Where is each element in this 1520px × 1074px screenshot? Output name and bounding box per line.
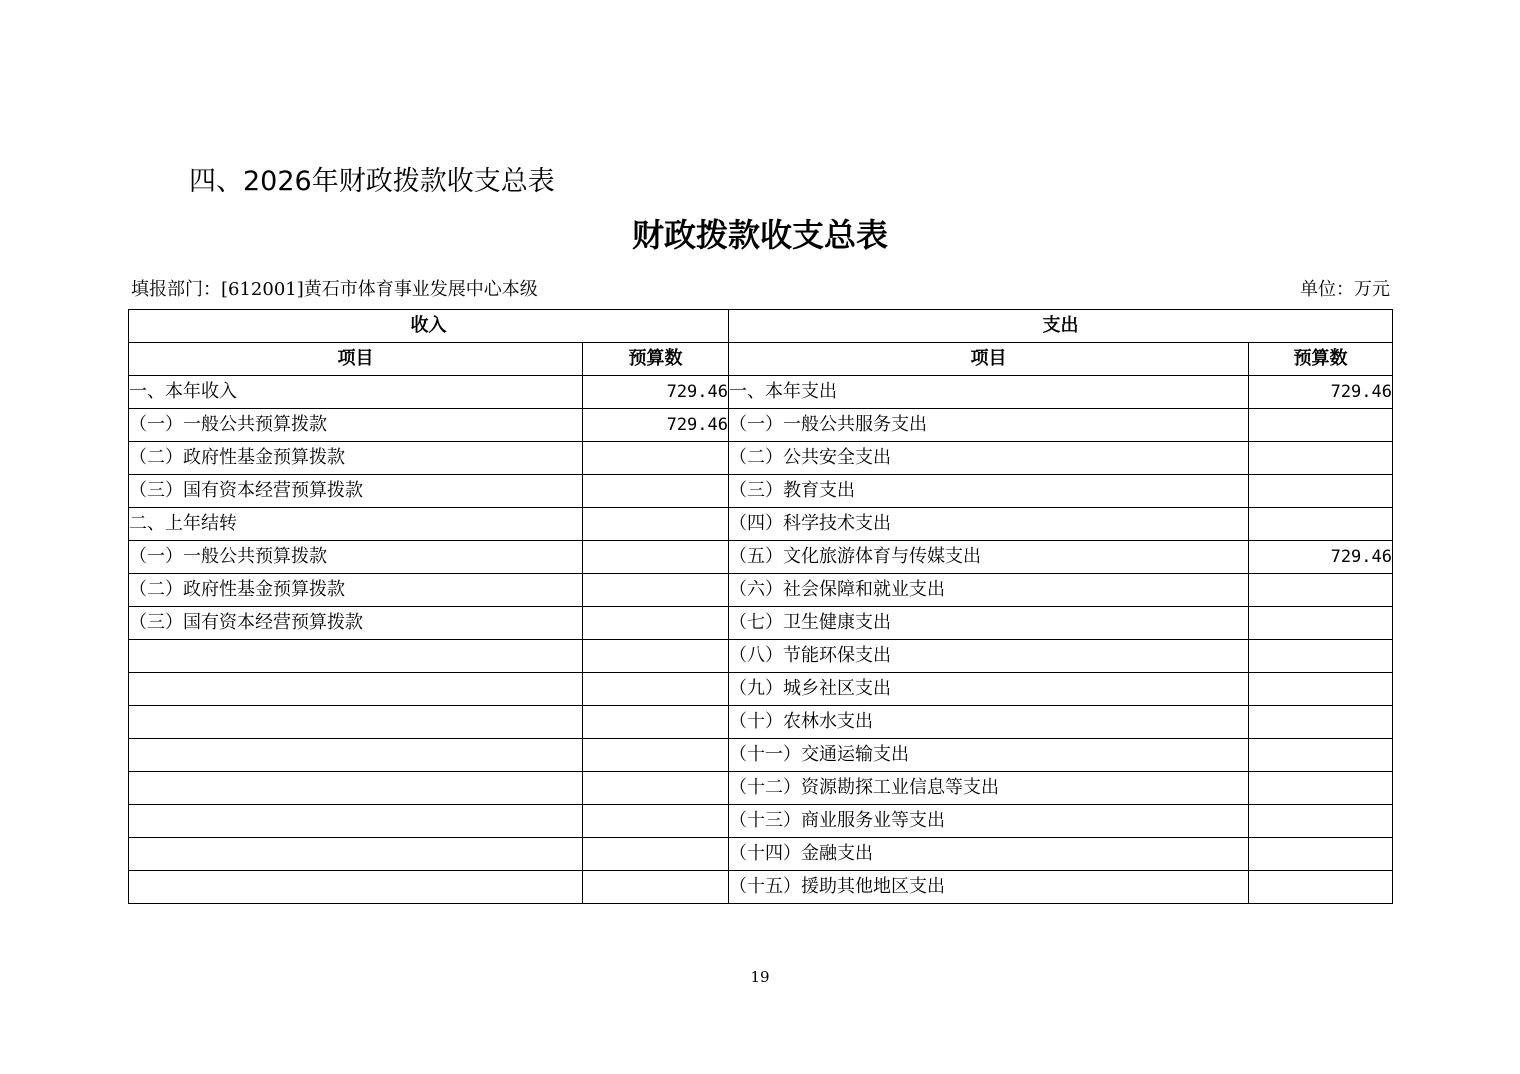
expense-item-cell: （十四）金融支出 [729, 838, 1249, 871]
income-item-cell: （二）政府性基金预算拨款 [129, 574, 583, 607]
table-column-header-row [129, 343, 1393, 376]
income-budget-column-header: 预算数 [583, 343, 729, 376]
expense-amount-cell [1249, 706, 1393, 739]
income-amount-cell [583, 640, 729, 673]
expense-amount-cell [1249, 442, 1393, 475]
table-row [129, 673, 1393, 706]
expense-amount-cell [1249, 574, 1393, 607]
expense-item-cell: （十）农林水支出 [729, 706, 1249, 739]
table-row [129, 508, 1393, 541]
income-amount-cell [583, 574, 729, 607]
income-amount-cell [583, 541, 729, 574]
expense-budget-column-header: 预算数 [1249, 343, 1393, 376]
income-item-cell: 二、上年结转 [129, 508, 583, 541]
table-row [129, 838, 1393, 871]
income-item-cell [129, 772, 583, 805]
income-amount-cell: 729.46 [583, 376, 729, 409]
income-item-column-header: 项目 [129, 343, 583, 376]
expense-amount-cell [1249, 739, 1393, 772]
income-item-cell: （二）政府性基金预算拨款 [129, 442, 583, 475]
income-amount-cell [583, 508, 729, 541]
expense-amount-cell [1249, 508, 1393, 541]
income-item-cell [129, 706, 583, 739]
income-amount-cell [583, 805, 729, 838]
expense-item-cell: （六）社会保障和就业支出 [729, 574, 1249, 607]
expense-amount-cell [1249, 640, 1393, 673]
expense-item-cell: （十一）交通运输支出 [729, 739, 1249, 772]
expense-item-cell: （七）卫生健康支出 [729, 607, 1249, 640]
income-item-cell [129, 871, 583, 904]
table-group-header-row [129, 310, 1393, 343]
table-row [129, 442, 1393, 475]
income-item-cell: （一）一般公共预算拨款 [129, 409, 583, 442]
income-amount-cell [583, 739, 729, 772]
table-row [129, 574, 1393, 607]
income-item-cell [129, 838, 583, 871]
income-item-cell [129, 673, 583, 706]
income-amount-cell: 729.46 [583, 409, 729, 442]
table-row [129, 409, 1393, 442]
table-row [129, 376, 1393, 409]
expense-item-cell: （二）公共安全支出 [729, 442, 1249, 475]
income-item-cell [129, 805, 583, 838]
expense-item-cell: （八）节能环保支出 [729, 640, 1249, 673]
income-header: 收入 [129, 310, 729, 343]
section-heading: 四、2026年财政拨款收支总表 [189, 166, 555, 197]
income-item-cell [129, 640, 583, 673]
expense-item-cell: （一）一般公共服务支出 [729, 409, 1249, 442]
income-item-cell: 一、本年收入 [129, 376, 583, 409]
table-row [129, 541, 1393, 574]
expense-amount-cell [1249, 772, 1393, 805]
expense-amount-cell: 729.46 [1249, 376, 1393, 409]
table-row [129, 739, 1393, 772]
table-body [129, 376, 1393, 904]
budget-table [128, 309, 1393, 904]
page-number: 19 [750, 968, 770, 986]
expense-amount-cell [1249, 673, 1393, 706]
expense-item-cell: （十五）援助其他地区支出 [729, 871, 1249, 904]
expense-amount-cell [1249, 607, 1393, 640]
income-item-cell: （三）国有资本经营预算拨款 [129, 475, 583, 508]
expense-amount-cell [1249, 475, 1393, 508]
income-amount-cell [583, 871, 729, 904]
unit-label: 单位：万元 [1300, 279, 1390, 300]
expense-item-cell: （十二）资源勘探工业信息等支出 [729, 772, 1249, 805]
table-row [129, 772, 1393, 805]
table-row [129, 871, 1393, 904]
reporting-department: 填报部门：[612001]黄石市体育事业发展中心本级 [131, 279, 538, 300]
income-item-cell [129, 739, 583, 772]
expense-item-cell: （九）城乡社区支出 [729, 673, 1249, 706]
table-row [129, 805, 1393, 838]
expense-item-cell: （十三）商业服务业等支出 [729, 805, 1249, 838]
expense-header: 支出 [729, 310, 1393, 343]
income-item-cell: （一）一般公共预算拨款 [129, 541, 583, 574]
expense-amount-cell: 729.46 [1249, 541, 1393, 574]
income-amount-cell [583, 442, 729, 475]
income-amount-cell [583, 673, 729, 706]
expense-item-column-header: 项目 [729, 343, 1249, 376]
expense-amount-cell [1249, 805, 1393, 838]
table-row [129, 607, 1393, 640]
income-amount-cell [583, 772, 729, 805]
table-row [129, 640, 1393, 673]
expense-amount-cell [1249, 871, 1393, 904]
expense-item-cell: （三）教育支出 [729, 475, 1249, 508]
income-amount-cell [583, 838, 729, 871]
table-row [129, 706, 1393, 739]
income-amount-cell [583, 607, 729, 640]
table-row [129, 475, 1393, 508]
expense-item-cell: 一、本年支出 [729, 376, 1249, 409]
expense-item-cell: （五）文化旅游体育与传媒支出 [729, 541, 1249, 574]
income-amount-cell [583, 475, 729, 508]
expense-amount-cell [1249, 409, 1393, 442]
income-item-cell: （三）国有资本经营预算拨款 [129, 607, 583, 640]
income-amount-cell [583, 706, 729, 739]
expense-amount-cell [1249, 838, 1393, 871]
expense-item-cell: （四）科学技术支出 [729, 508, 1249, 541]
page-title: 财政拨款收支总表 [631, 216, 888, 254]
